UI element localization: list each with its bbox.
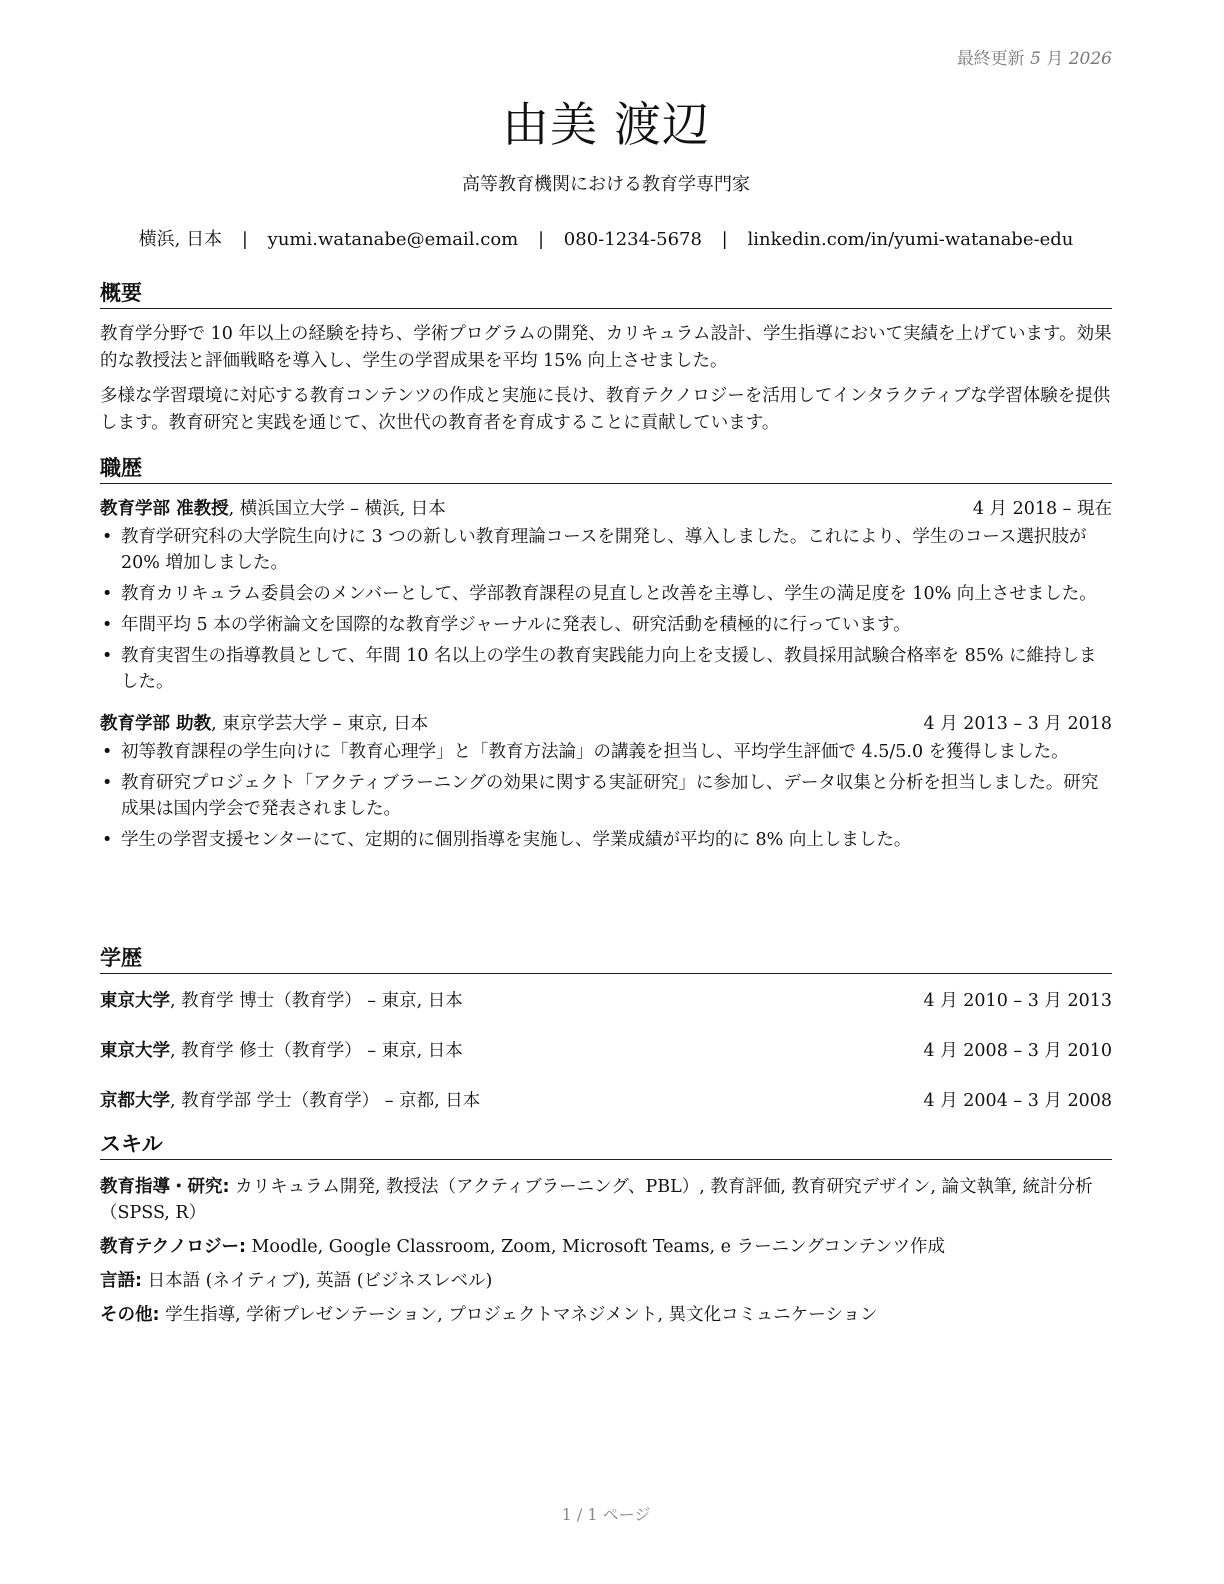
- contact-phone[interactable]: 080-1234-5678: [563, 229, 702, 250]
- education-entry: [100, 1088, 1112, 1114]
- skills-section: [100, 1128, 1112, 1336]
- list-item: • 年間平均 5 本の学術論文を国際的な教育学ジャーナルに発表し、研究活動を積極的に行っています。: [102, 615, 911, 635]
- section-title-education: 学歴: [100, 942, 1112, 974]
- education-school: 東京大学: [100, 1041, 170, 1061]
- education-detail: , 教育学 修士（教育学） – 東京, 日本: [170, 1041, 463, 1061]
- last-updated-year: 2026: [1068, 49, 1112, 69]
- experience-section: [100, 452, 1112, 858]
- job-header: [100, 711, 1112, 737]
- job-org: , 東京学芸大学 – 東京, 日本: [211, 714, 429, 734]
- contact-location: 横浜, 日本: [138, 229, 223, 250]
- education-detail: , 教育学部 学士（教育学） – 京都, 日本: [170, 1091, 481, 1111]
- page-number: 1 / 1 ページ: [561, 1505, 651, 1524]
- skill-value: カリキュラム開発, 教授法（アクティブラーニング、PBL）, 教育評価, 教育研究デザイン, 論文執筆, 統計分析（SPSS, R）: [100, 1177, 1093, 1223]
- education-entry: [100, 988, 1112, 1014]
- contact-email[interactable]: yumi.watanabe@email.com: [267, 229, 519, 250]
- contact-separator: |: [721, 229, 728, 250]
- list-item: • 教育実習生の指導教員として、年間 10 名以上の学生の教育実践能力向上を支援し、教員採用試験合格率を 85% に維持しました。: [102, 646, 1097, 692]
- contact-separator: |: [241, 229, 248, 250]
- last-updated: [957, 44, 1112, 69]
- education-entry: [100, 1038, 1112, 1064]
- resume-page: [100, 0, 1112, 1584]
- list-item: • 教育学研究科の大学院生向けに 3 つの新しい教育理論コースを開発し、導入しました。これにより、学生のコース選択肢が 20% 増加しました。: [102, 527, 1087, 573]
- list-item: • 学生の学習支援センターにて、定期的に個別指導を実施し、学業成績が平均的に 8% 向上しました。: [102, 830, 912, 850]
- skill-line: [100, 1302, 1112, 1328]
- section-title-skills: スキル: [100, 1128, 1112, 1160]
- list-item: • 教育カリキュラム委員会のメンバーとして、学部教育課程の見直しと改善を主導し、学生の満足度を 10% 向上させました。: [102, 584, 1097, 604]
- skill-line: [100, 1268, 1112, 1294]
- job-dates: 4 月 2013 – 3 月 2018: [923, 714, 1112, 734]
- professional-title: 高等教育機関における教育学専門家: [462, 174, 750, 195]
- education-section: [100, 942, 1112, 1114]
- skill-line: [100, 1234, 1112, 1260]
- contact-line: [100, 225, 1112, 251]
- job-role: 教育学部 助教: [100, 714, 212, 734]
- skill-value: 日本語 (ネイティブ), 英語 (ビジネスレベル): [142, 1271, 493, 1291]
- skill-value: 学生指導, 学術プレゼンテーション, プロジェクトマネジメント, 異文化コミュニケーション: [159, 1305, 878, 1325]
- skill-label: その他:: [100, 1305, 160, 1325]
- job-bullets: [100, 524, 1112, 695]
- summary-paragraph: 多様な学習環境に対応する教育コンテンツの作成と実施に長け、教育テクノロジーを活用してインタラクティブな学習体験を提供します。教育研究と実践を通じて、次世代の教育者を育成することに貢献しています。: [100, 386, 1111, 433]
- last-updated-month: 5: [1030, 49, 1041, 69]
- job-bullets: [100, 739, 1112, 853]
- contact-separator: |: [537, 229, 545, 250]
- summary-paragraph: 教育学分野で 10 年以上の経験を持ち、学術プログラムの開発、カリキュラム設計、学生指導において実績を上げています。効果的な教授法と評価戦略を導入し、学生の学習成果を平均 15% 向上させました。: [100, 324, 1112, 371]
- education-dates: 4 月 2004 – 3 月 2008: [923, 1091, 1112, 1111]
- person-name: 由美 渡辺: [502, 98, 710, 153]
- skill-line: [100, 1174, 1112, 1226]
- summary-section: [100, 277, 1112, 437]
- education-detail: , 教育学 博士（教育学） – 東京, 日本: [170, 991, 463, 1011]
- skill-label: 教育指導・研究:: [100, 1177, 230, 1197]
- last-updated-label: 最終更新: [956, 49, 1025, 69]
- last-updated-month-unit: 月: [1046, 49, 1064, 69]
- section-title-experience: 職歴: [100, 452, 1112, 484]
- skill-label: 言語:: [100, 1271, 142, 1291]
- education-school: 東京大学: [100, 991, 170, 1011]
- job-entry: [100, 711, 1112, 853]
- job-entry: [100, 496, 1112, 695]
- skill-label: 教育テクノロジー:: [100, 1237, 246, 1257]
- list-item: • 教育研究プロジェクト「アクティブラーニングの効果に関する実証研究」に参加し、データ収集と分析を担当しました。研究成果は国内学会で発表されました。: [102, 773, 1099, 819]
- education-school: 京都大学: [100, 1091, 170, 1111]
- section-title-summary: 概要: [100, 277, 1112, 309]
- job-header: [100, 496, 1112, 522]
- education-dates: 4 月 2010 – 3 月 2013: [923, 991, 1112, 1011]
- education-dates: 4 月 2008 – 3 月 2010: [923, 1041, 1112, 1061]
- skill-value: Moodle, Google Classroom, Zoom, Microsoft Teams, e ラーニングコンテンツ作成: [245, 1237, 946, 1257]
- contact-linkedin[interactable]: linkedin.com/in/yumi-watanabe-edu: [747, 229, 1074, 250]
- job-dates: 4 月 2018 – 現在: [972, 499, 1112, 519]
- job-org: , 横浜国立大学 – 横浜, 日本: [228, 499, 446, 519]
- job-role: 教育学部 准教授: [100, 499, 229, 519]
- list-item: • 初等教育課程の学生向けに「教育心理学」と「教育方法論」の講義を担当し、平均学生評価で 4.5/5.0 を獲得しました。: [102, 742, 1069, 762]
